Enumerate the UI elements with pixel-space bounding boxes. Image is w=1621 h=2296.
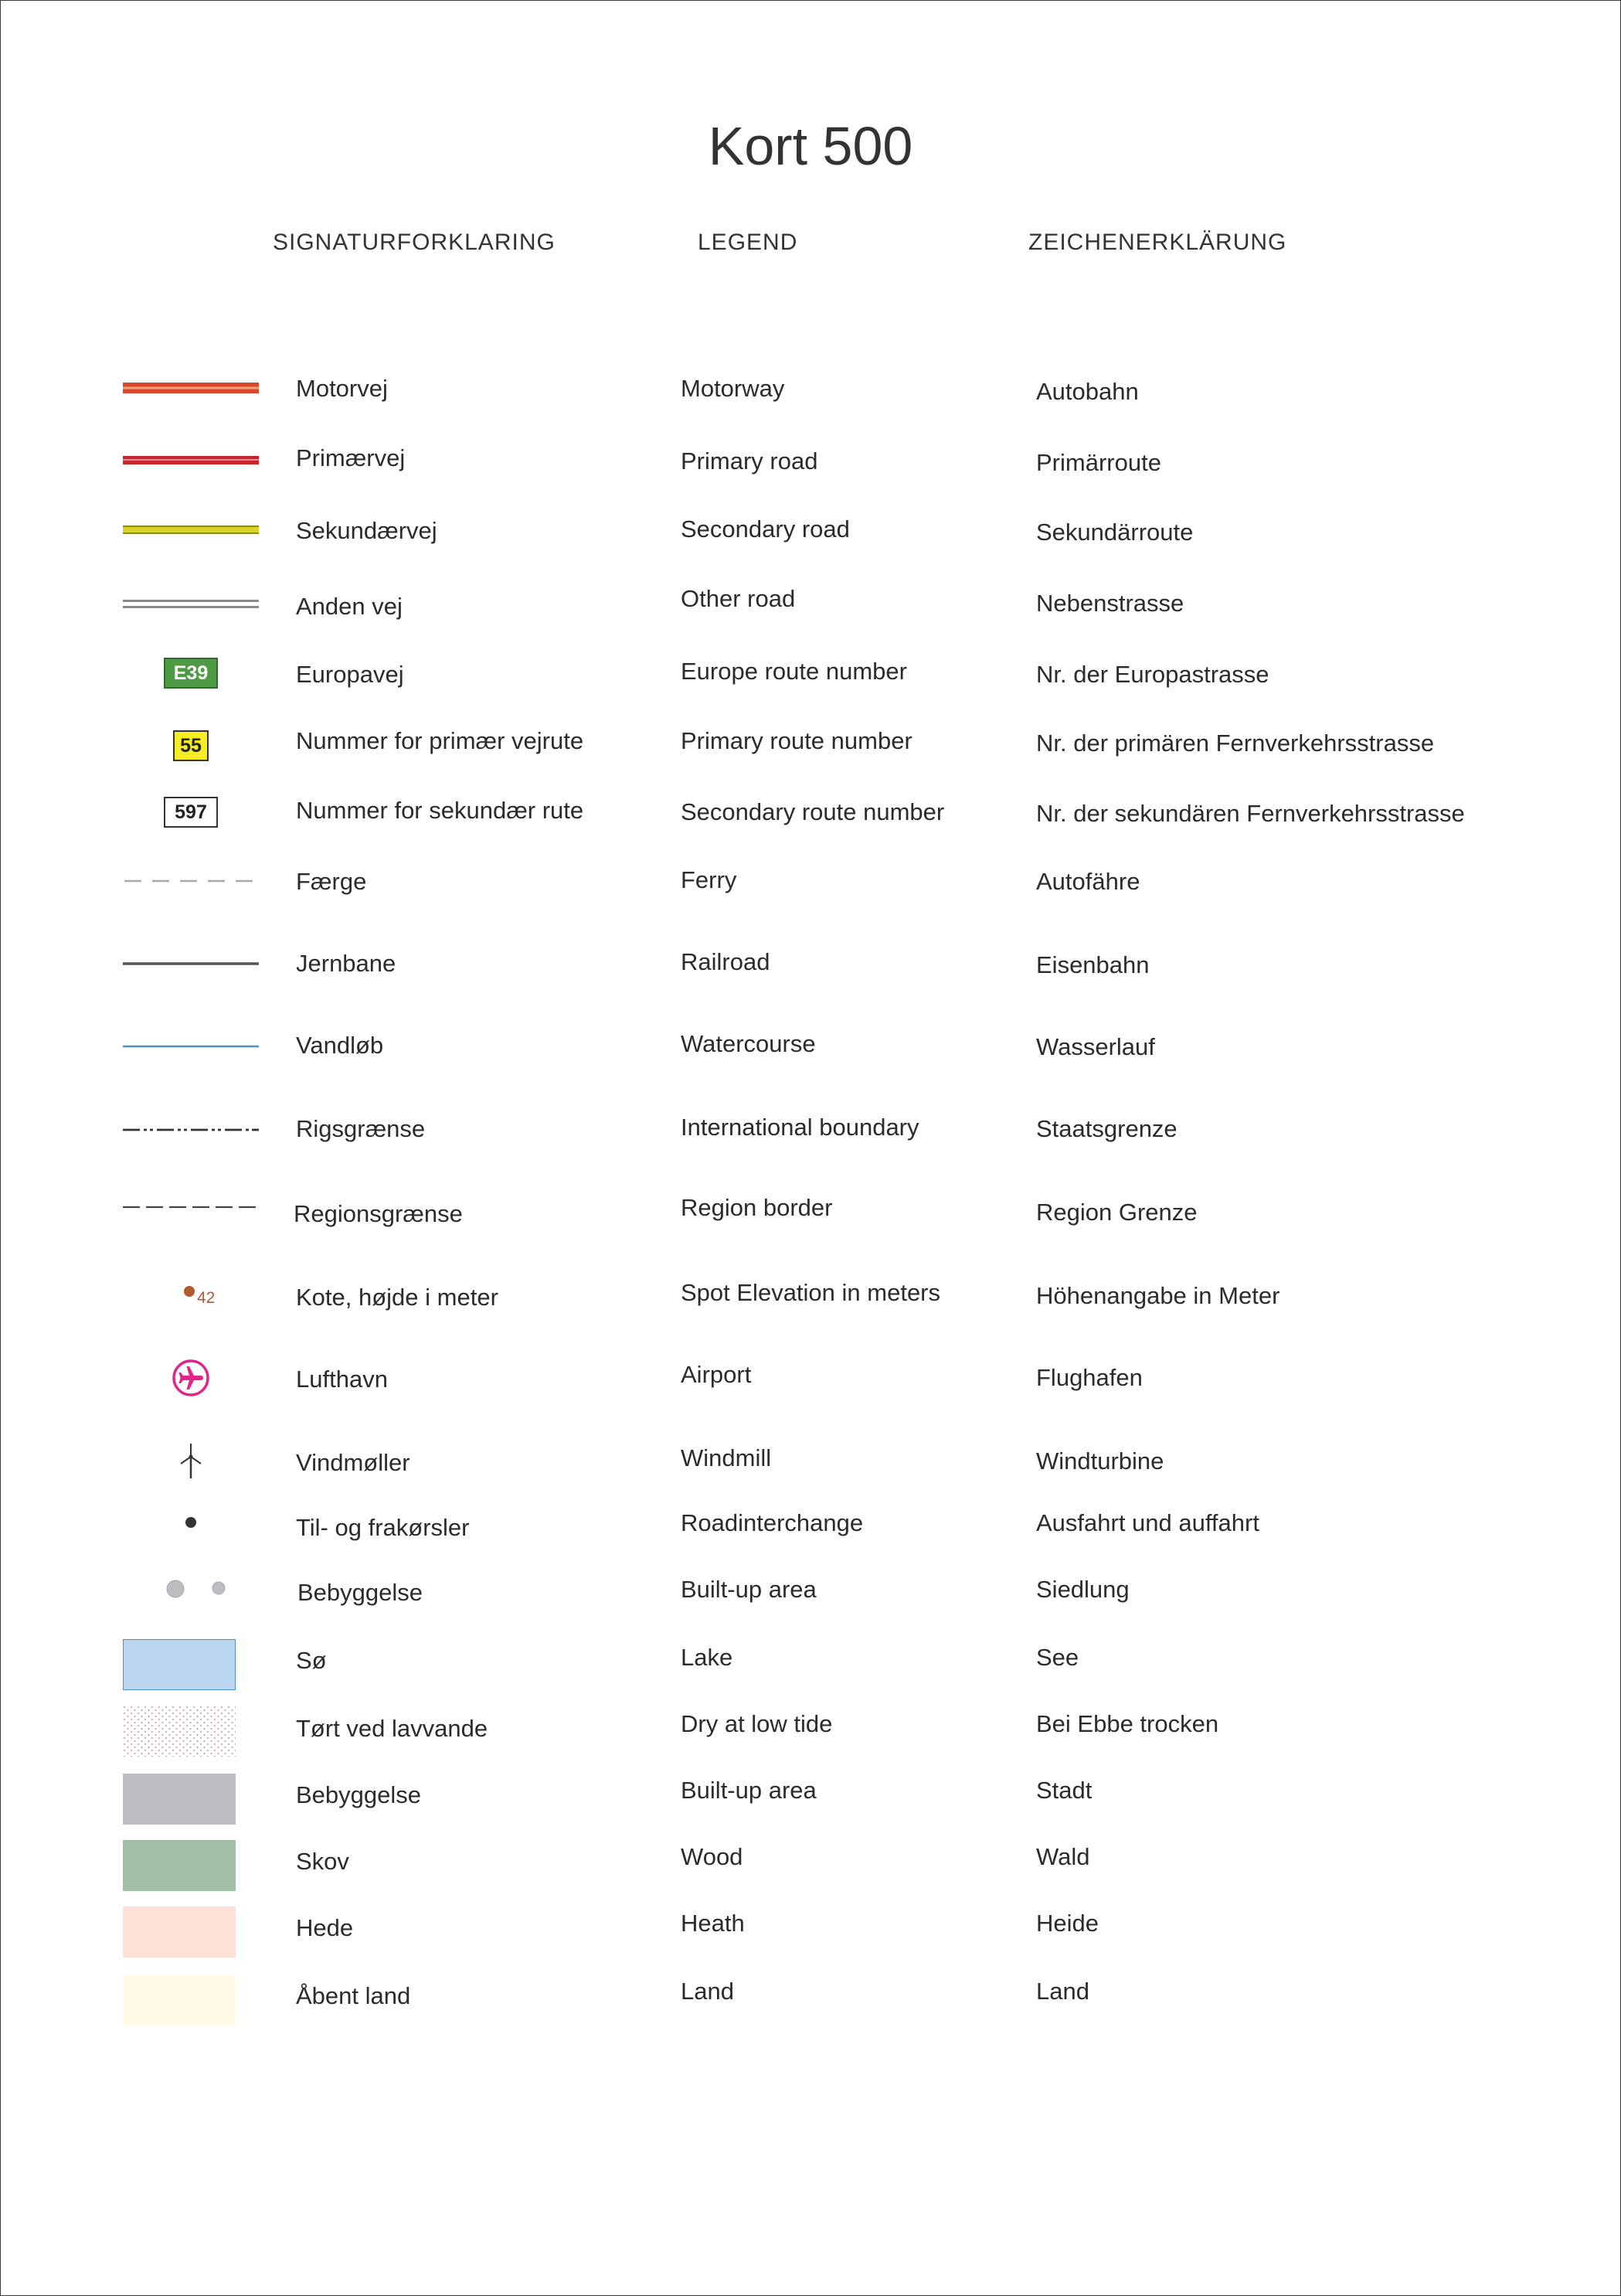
header-english: LEGEND <box>698 230 798 255</box>
spot-elevation-number: 42 <box>197 1289 216 1307</box>
wood-area-symbol <box>123 1840 236 1891</box>
settlement-label-en: Built-up area <box>681 1576 817 1603</box>
spot-elevation-symbol <box>123 1279 259 1310</box>
ferry-symbol <box>123 869 259 893</box>
windmill-label-de: Windturbine <box>1036 1447 1164 1475</box>
primary-route-number-label-de: Nr. der primären Fernverkehrsstrasse <box>1036 730 1435 757</box>
secondary-route-number-label-en: Secondary route number <box>681 798 945 825</box>
watercourse-label-da: Vandløb <box>296 1032 384 1059</box>
wood-label-da: Skov <box>296 1848 349 1875</box>
international-boundary-label-de: Staatsgrenze <box>1036 1115 1178 1142</box>
railroad-label-da: Jernbane <box>296 950 396 977</box>
heath-label-en: Heath <box>681 1910 745 1937</box>
primary-route-badge: 55 <box>173 730 209 761</box>
page-title: Kort 500 <box>708 116 913 176</box>
airport-label-da: Lufthavn <box>296 1366 388 1393</box>
watercourse-label-en: Watercourse <box>681 1030 816 1057</box>
region-border-label-en: Region border <box>681 1194 833 1221</box>
other-road-symbol <box>123 593 259 616</box>
open-land-label-en: Land <box>681 1978 734 2005</box>
lake-label-en: Lake <box>681 1644 733 1671</box>
road-interchange-label-de: Ausfahrt und auffahrt <box>1036 1509 1259 1536</box>
region-border-label-da: Regionsgrænse <box>294 1200 463 1227</box>
lake-label-da: Sø <box>296 1647 327 1674</box>
secondary-route-number-symbol <box>123 795 259 829</box>
motorway-label-de: Autobahn <box>1036 378 1139 405</box>
airport-label-de: Flughafen <box>1036 1364 1143 1391</box>
open-land-label-de: Land <box>1036 1978 1089 2005</box>
open-land-label-da: Åbent land <box>296 1982 411 2009</box>
secondary-road-label-da: Sekundærvej <box>296 517 437 544</box>
road-interchange-label-en: Roadinterchange <box>681 1509 864 1536</box>
spot-elevation-label-da: Kote, højde i meter <box>296 1284 498 1311</box>
airport-label-en: Airport <box>681 1361 752 1388</box>
primary-road-label-de: Primärroute <box>1036 449 1161 476</box>
watercourse-symbol <box>123 1033 259 1056</box>
motorway-symbol <box>123 376 259 400</box>
secondary-road-label-de: Sekundärroute <box>1036 519 1194 546</box>
railroad-label-de: Eisenbahn <box>1036 951 1150 978</box>
europe-route-label-en: Europe route number <box>681 658 907 685</box>
secondary-route-number-label-da: Nummer for sekundær rute <box>296 797 584 824</box>
builtup-area-symbol <box>123 1774 236 1825</box>
dry-low-tide-label-da: Tørt ved lavvande <box>296 1715 488 1742</box>
spot-elevation-label-de: Höhenangabe in Meter <box>1036 1282 1280 1309</box>
primary-road-label-en: Primary road <box>681 447 818 475</box>
international-boundary-label-en: International boundary <box>681 1114 919 1141</box>
dry-low-tide-label-de: Bei Ebbe trocken <box>1036 1710 1219 1737</box>
primary-road-label-da: Primærvej <box>296 444 406 471</box>
dry-low-tide-area-symbol <box>123 1706 236 1757</box>
settlement-label-da: Bebyggelse <box>297 1579 423 1606</box>
builtup-area-label-en: Built-up area <box>681 1777 817 1804</box>
railroad-label-en: Railroad <box>681 948 770 975</box>
secondary-route-badge: 597 <box>164 797 218 828</box>
other-road-label-da: Anden vej <box>296 593 403 620</box>
primary-road-symbol <box>123 449 259 472</box>
primary-route-number-symbol <box>123 729 259 763</box>
windmill-label-da: Vindmøller <box>296 1449 410 1476</box>
header-german: ZEICHENERKLÄRUNG <box>1028 230 1287 255</box>
wood-label-en: Wood <box>681 1843 743 1870</box>
primary-route-number-label-en: Primary route number <box>681 727 912 754</box>
secondary-road-label-en: Secondary road <box>681 515 850 543</box>
international-boundary-label-da: Rigsgrænse <box>296 1115 426 1142</box>
dry-low-tide-label-en: Dry at low tide <box>681 1710 833 1737</box>
open-land-area-symbol <box>123 1975 236 2026</box>
settlement-label-de: Siedlung <box>1036 1576 1130 1603</box>
europe-route-symbol <box>123 656 259 690</box>
motorway-label-da: Motorvej <box>296 375 388 402</box>
secondary-route-number-label-de: Nr. der sekundären Fernverkehrsstrasse <box>1036 800 1465 827</box>
road-interchange-label-da: Til- og frakørsler <box>296 1514 470 1541</box>
builtup-area-label-da: Bebyggelse <box>296 1781 422 1808</box>
europe-route-label-de: Nr. der Europastrasse <box>1036 661 1269 688</box>
europe-route-label-da: Europavej <box>296 661 404 688</box>
spot-elevation-dot <box>184 1286 195 1297</box>
europe-route-badge: E39 <box>164 658 218 689</box>
other-road-label-de: Nebenstrasse <box>1036 590 1184 617</box>
motorway-label-en: Motorway <box>681 375 785 402</box>
ferry-label-en: Ferry <box>681 866 737 893</box>
ferry-label-de: Autofähre <box>1036 868 1140 895</box>
interchange-dot <box>123 1511 259 1534</box>
primary-route-number-label-da: Nummer for primær vejrute <box>296 727 584 754</box>
windmill-label-en: Windmill <box>681 1444 772 1471</box>
region-border-label-de: Region Grenze <box>1036 1199 1198 1226</box>
secondary-road-symbol <box>123 519 259 542</box>
wood-label-de: Wald <box>1036 1843 1090 1870</box>
builtup-area-label-de: Stadt <box>1036 1777 1093 1804</box>
settlement-dots <box>123 1576 259 1602</box>
heath-label-da: Hede <box>296 1914 354 1941</box>
heath-area-symbol <box>123 1907 236 1958</box>
windmill-icon <box>123 1441 259 1480</box>
ferry-label-da: Færge <box>296 868 367 895</box>
lake-area-symbol <box>123 1639 236 1690</box>
lake-label-de: See <box>1036 1644 1079 1671</box>
header-danish: SIGNATURFORKLARING <box>273 230 556 255</box>
spot-elevation-label-en: Spot Elevation in meters <box>681 1279 941 1306</box>
other-road-label-en: Other road <box>681 585 796 612</box>
heath-label-de: Heide <box>1036 1910 1099 1937</box>
railroad-symbol <box>123 951 259 975</box>
airport-icon <box>123 1356 259 1400</box>
watercourse-label-de: Wasserlauf <box>1036 1033 1155 1060</box>
international-boundary-symbol <box>123 1117 259 1140</box>
region-border-symbol <box>123 1196 259 1219</box>
